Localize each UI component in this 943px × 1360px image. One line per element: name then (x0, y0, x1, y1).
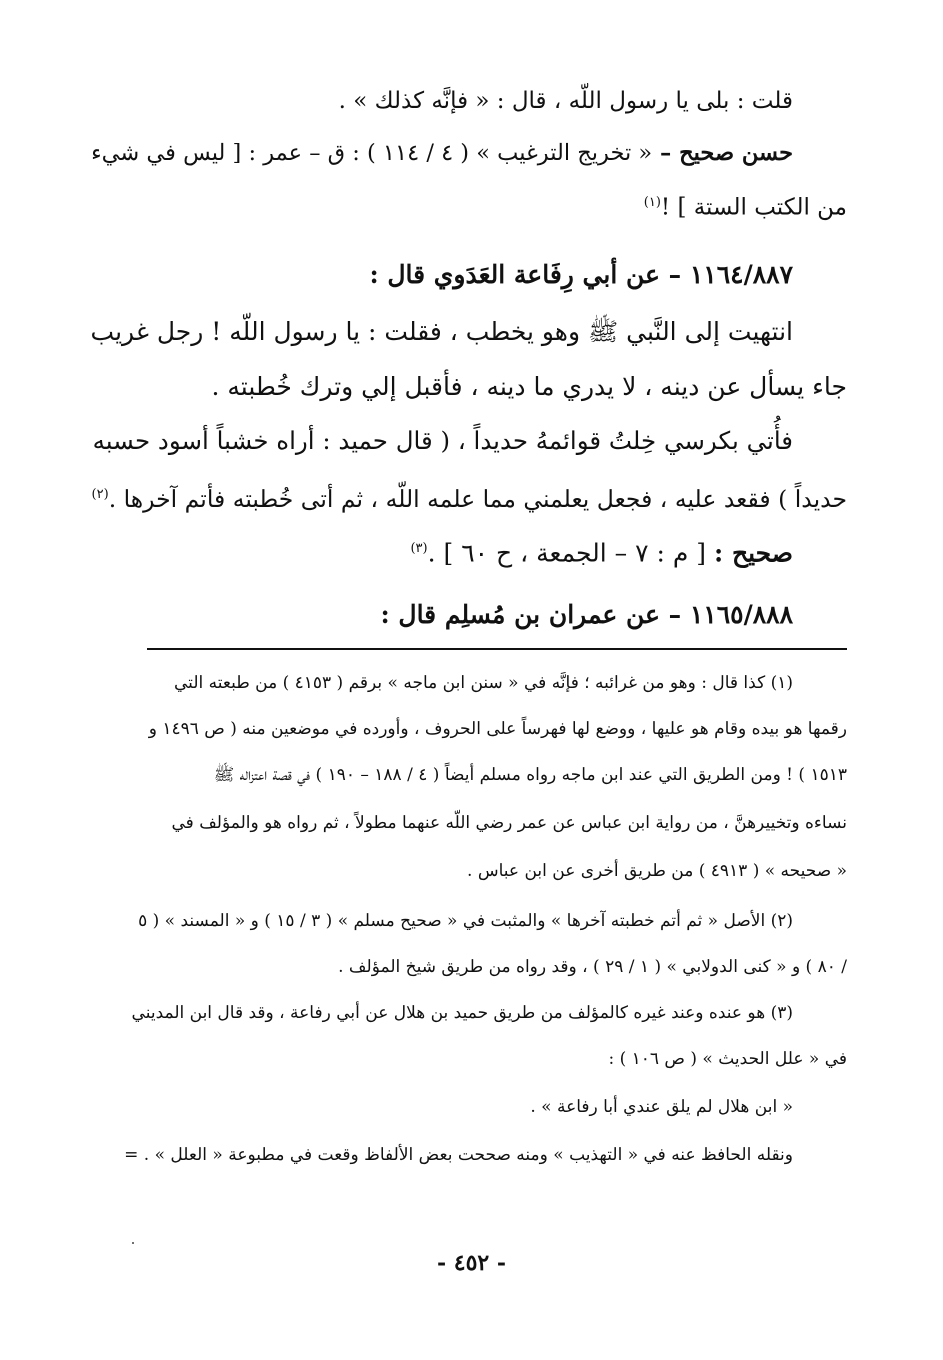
grade-label: حسن صحيح – (652, 140, 793, 166)
grade-label-2: صحيح : (714, 538, 793, 568)
footnote-3-line-1: (٣) هو عنده وعند غيره كالمؤلف من طريق حميد بن هلال عن أبي رفاعة ، وقد قال ابن المديني (131, 1003, 793, 1023)
scan-speck (132, 1242, 134, 1244)
text-line-5: انتهيت إلى النَّبي ﷺ وهو يخطب ، فقلت : يا رسول اللّه ! رجل غريب (90, 317, 793, 346)
page-number: - ٤٥٢ - (436, 1250, 507, 1276)
footnote-1-line-3: ١٥١٣ ) ! ومن الطريق التي عند ابن ماجه رواه مسلم أيضاً ( ٤ / ١٨٨ – ١٩٠ ) في قصة اعتزاله ﷺ (213, 765, 847, 785)
text-line-7: فأُتي بكرسي خِلتُ قوائمهُ حديداً ، ( قال حميد : أراه خشباً أسود حسبه (92, 426, 793, 455)
text-line-8-body: حديداً ) فقعد عليه ، فجعل يعلمني مما علمه اللّه ، ثم أتى خُطبته فأتم آخرها . (108, 484, 847, 513)
grade-line-1 (91, 136, 793, 170)
text-line-3 (644, 186, 847, 225)
footnote-marker-1: (١) (643, 195, 661, 210)
footnote-marker-3: (٣) (410, 541, 428, 556)
footnote-3-line-4: ونقله الحافظ عنه في « التهذيب » ومنه صححت بعض الألفاظ وقعت في مطبوعة « العلل » . = (124, 1145, 793, 1165)
text-line-6: جاء يسأل عن دينه ، لا يدري ما دينه ، فأقبل إلي وترك خُطبته . (211, 372, 847, 401)
grade-reference-2: [ م : ٧ – الجمعة ، ح ٦٠ ] . (427, 538, 715, 568)
footnote-2-line-2: / ٨٠ ) و « كنى الدولابي » ( ١ / ٢٩ ) ، وقد رواه من طريق شيخ المؤلف . (338, 957, 847, 977)
footnote-1-line-1: (١) كذا قال : وهو من غرائبه ؛ فإنَّه في « سنن ابن ماجه » برقم ( ٤١٥٣ ) من طبعته التي (174, 673, 793, 693)
hadith-heading-888: ١١٦٥/٨٨٨ – عن عمران بن مُسلِم قال : (380, 600, 793, 629)
footnote-separator (147, 648, 847, 650)
footnote-1-line-4: نساءه وتخييرهنَّ ، من رواية ابن عباس عن عمر رضي اللّه عنهما مطولاً ، ثم رواه هو والمؤلف في (171, 813, 847, 833)
footnote-3-quote: « ابن هلال لم يلق عندي أبا رفاعة » . (530, 1097, 793, 1117)
hadith-heading-887: ١١٦٤/٨٨٧ – عن أبي رِفَاعة العَدَوي قال : (369, 260, 793, 289)
footnote-1-line-2: رقمها هو بيده وقام هو عليها ، ووضع لها فهرساً على الحروف ، وأورده في موضعين منه ( ص ١٤٩٦ و (148, 719, 847, 739)
text-line-1: قلت : بلى يا رسول اللّه ، قال : « فإنَّه كذلك » . (338, 88, 793, 114)
text-line-3-body: من الكتب الستة ] ! (660, 194, 847, 221)
footnote-2-line-1: (٢) الأصل « ثم أتم خطبته آخرها » والمثبت في « صحيح مسلم » ( ٣ / ١٥ ) و « المسند » ( ٥ (138, 911, 793, 931)
footnote-marker-2: (٢) (91, 487, 109, 502)
footnote-3-line-2: في « علل الحديث » ( ص ١٠٦ ) : (608, 1049, 847, 1069)
grade-line-2 (410, 532, 793, 570)
footnote-1-line-5: « صحيحه » ( ٤٩١٣ ) من طريق أخرى عن ابن عباس . (467, 861, 847, 881)
grade-reference: « تخريج الترغيب » ( ٤ / ١١٤ ) : ق – عمر : [ ليس في شيء (91, 140, 653, 166)
text-line-8 (92, 478, 847, 516)
